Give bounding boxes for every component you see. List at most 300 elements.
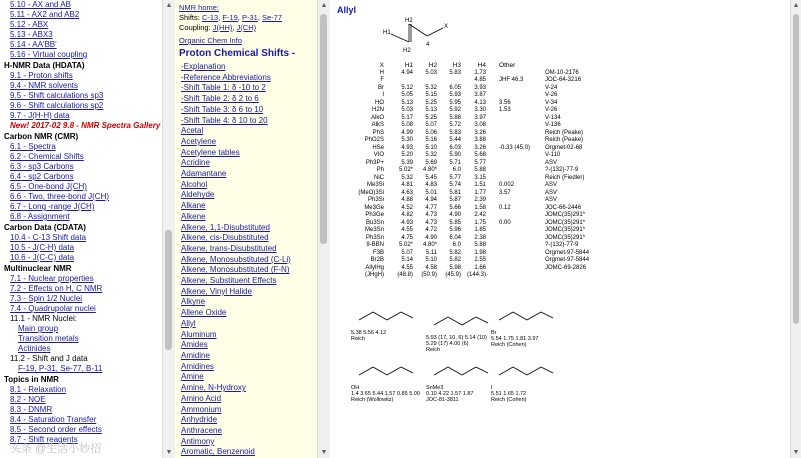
table-cell: 5.05 [401,92,413,98]
allyl-shift-table [351,62,618,280]
left-nav-frame [0,0,162,458]
nav-link[interactable]: New! 2017-02 9.8 - NMR Spectra Gallery [10,121,161,130]
nav-item [4,304,162,314]
table-cell: ASV [545,197,558,203]
topic-link[interactable]: Alkene, cis-Disubstituted [181,233,269,243]
nav-item [4,40,162,50]
table-cell: AlkS [371,122,384,128]
nav-item [4,324,162,334]
structure-reference: Reich [426,347,441,353]
nav-item [4,314,162,324]
bond-line [499,312,513,320]
table-row [351,145,618,153]
table-cell: 5.10 [425,144,437,151]
table-cell: 5.82 [449,249,461,256]
nav-link[interactable]: 7.3 - Spin 1/2 Nuclei [10,294,83,303]
nav-link[interactable]: Transition metals [18,334,79,343]
topic-item [181,426,317,437]
topic-item [181,340,317,351]
nav-link[interactable]: 10.5 - J(C-H) data [10,243,75,252]
nav-item [4,142,162,152]
table-cell: 5.32 [425,84,437,91]
table-cell: 5.95 [449,99,461,106]
bond-line [373,312,387,320]
table-cell: 3.88 [474,137,487,143]
topic-link[interactable]: -Explanation [181,62,226,71]
topic-link[interactable]: Alkene, Monosubstituted (C-Li) [181,254,291,264]
nav-link[interactable]: 5.10 - AX and AB [10,0,71,9]
table-cell: Ph3Sn [365,234,384,241]
bond-line [527,367,541,375]
table-cell: 4.55 [401,264,413,271]
table-cell: 1.66 [474,264,487,271]
page-title: Allyl [337,5,357,15]
nmr-home-block: NMR home: Shifts: C-13, F-19, P-31, Se-77 Coupling: J(HH), J(CH) Organic Chem Info [179,3,282,45]
table-cell: 4.81 [401,182,413,188]
table-cell: JOMC(35)291* [545,212,586,218]
table-header-row [351,62,618,70]
table-cell [489,197,542,205]
topic-link[interactable]: Amino Acid [181,393,222,403]
table-row [351,130,618,138]
topic-link[interactable]: -Shift Table 4: δ 10 to 20 [181,115,268,125]
nav-link[interactable]: 6.2 - Chemical Shifts [10,152,84,161]
nav-link[interactable]: 8.7 - Shift reagents [10,435,78,444]
table-row [351,115,618,123]
structure-reference: Reich [351,336,366,342]
table-cell: 6.0 [452,167,461,173]
table-cell: 5.20 [401,152,413,158]
nav-link[interactable]: 9.1 - Proton shifts [10,71,73,80]
table-cell: Orgmet-02-68 [545,144,583,151]
table-row [351,272,618,280]
table-cell: 5.30 [401,137,413,143]
table-cell: 5.77 [449,174,461,181]
table-row [351,235,618,243]
shift-value: 5.38 [351,330,362,336]
topic-link[interactable]: -Shift Table 1: δ -10 to 2 [181,83,266,93]
table-header-cell: X [379,62,384,69]
table-cell [489,250,542,258]
topic-link[interactable]: Anthracene [181,425,222,435]
table-cell: VIO [373,152,384,158]
allyl-structure-image [371,14,461,60]
nav-link[interactable]: 7.2 - Effects on H, C NMR [10,284,103,293]
topic-link[interactable]: Alcohol [181,179,208,189]
table-cell [489,175,542,183]
table-cell: PhO2S [364,137,384,143]
nav-link[interactable]: 9.4 - NMR solvents [10,81,79,90]
table-cell: 3.87 [474,92,487,98]
table-cell: JHF 46.3 [499,77,524,83]
table-cell: 5.81 [449,189,461,196]
topic-item [181,255,317,266]
table-cell: 5.32 [401,174,413,181]
bond-line [462,317,476,325]
table-row [351,242,618,250]
shift-value: 1.75 [503,336,514,342]
nav-link[interactable]: 10.4 - C-13 Shift data [10,233,87,242]
nav-item [4,243,162,253]
bond-line [527,312,541,320]
topic-link[interactable]: Alkane [181,201,206,211]
topic-item [181,62,317,73]
nav-item [4,101,162,111]
shift-value: 1.87 [462,391,474,397]
table-cell: 9-BBN [366,242,384,248]
table-header-cell: H3 [452,62,461,69]
example-structure [351,355,421,403]
nav-link[interactable]: 10.6 - J(C-C) data [10,253,75,262]
topic-link[interactable]: Allene Oxide [181,308,227,318]
nav-link[interactable]: 6.3 - sp3 Carbons [10,162,74,171]
nav-item [4,385,162,395]
table-cell: H [379,69,384,76]
table-cell: (50.9) [421,272,437,278]
topic-item [181,394,317,405]
nav-section-header: Topics in NMR [4,375,59,384]
topic-link[interactable]: Alkene, Monosubstituted (F-N) [181,265,290,275]
table-cell: 3.26 [474,129,487,136]
x-substituent-label: X [444,24,449,30]
topic-item [181,73,317,84]
table-cell: NiC [374,174,384,181]
shift-value: 4.00 (6) [449,341,469,347]
nav-item [4,111,162,121]
nav-item [4,334,162,344]
table-cell: 5.83 [449,69,461,76]
bond-line [434,317,448,325]
scroll-up-arrow-icon[interactable]: ▲ [165,2,173,9]
scroll-down-arrow-icon[interactable]: ▼ [320,449,328,456]
nav-link[interactable]: 5.16 - Virtual coupling [10,50,88,59]
shift-link-se77[interactable]: Se-77 [261,13,282,22]
table-cell: 1.98 [474,249,487,256]
topic-link[interactable]: -Shift Table 2: δ 2 to 6 [181,94,259,104]
nav-link[interactable]: 5.14 - AA'BB' [10,40,57,49]
nav-text: 11.1 - NMR Nuclei: [10,314,77,323]
nav-link[interactable]: 6.4 - sp2 Carbons [10,172,74,181]
nav-item [4,91,162,101]
nav-section-header: Carbon Data (CDATA) [4,223,86,232]
table-cell: 4.99 [401,129,413,136]
shift-value: 5.51 [491,391,502,397]
topic-link[interactable]: Aldehyde [181,190,215,200]
coupling-link-jch[interactable]: J(CH) [236,23,257,32]
table-row [351,220,618,228]
nav-item [4,233,162,243]
topic-link[interactable]: Alkyne [181,297,206,307]
scroll-down-arrow-icon[interactable]: ▼ [165,449,173,456]
table-cell: 3.57 [499,189,511,196]
topic-link[interactable]: -Reference Abbreviations [181,72,271,82]
table-cell: ?-(132)-77-9 [545,167,579,173]
nav-link[interactable]: 8.3 - DNMR [10,405,53,414]
table-cell: 5.83 [449,129,461,136]
table-cell: 2.55 [474,257,487,263]
example-structure [426,355,496,403]
table-cell: Ph3Si [367,197,384,203]
content-scrollbar[interactable] [790,0,801,458]
table-cell: 5.92 [449,107,461,113]
shift-value: 1.72 [515,391,527,397]
topic-link[interactable]: Amidine [181,350,210,360]
nav-link[interactable]: 9.6 - Shift calculations sp2 [10,101,104,110]
table-cell: V-134 [545,114,561,121]
table-cell: JOC-64-3216 [545,77,582,83]
organic-chem-info-link[interactable]: Organic Chem Info [179,36,242,45]
topic-item [181,169,317,180]
topic-item [181,330,317,341]
structure-shift-values [426,335,496,347]
content-frame [331,0,790,458]
topic-link[interactable]: Alkene, Vinyl Halide [181,286,253,296]
table-cell: 3.30 [474,107,487,113]
table-cell: F3B [372,249,384,256]
nav-link[interactable]: 7.4 - Quadrupolar nuclei [10,304,96,313]
table-cell: 5.90 [449,152,461,158]
nav-link[interactable]: 5.11 - AX2 and AB2 [10,10,80,19]
table-cell: ASV [545,182,558,188]
table-cell: 1.58 [474,204,487,211]
table-cell [489,265,542,273]
table-cell: 3.26 [474,144,487,151]
nav-item [4,121,162,131]
table-row [351,122,618,130]
table-cell: (144.3) [467,272,487,278]
table-cell: 5.87 [449,197,461,203]
topic-link[interactable]: Antimony [181,436,215,446]
nav-link[interactable]: 5.12 - ABX [10,20,49,29]
content-scroll-thumb[interactable] [793,14,799,324]
topic-link[interactable]: Alkene, Substituent Effects [181,276,277,286]
table-cell [489,272,542,280]
scroll-up-arrow-icon[interactable]: ▲ [320,2,328,9]
topic-link[interactable]: Acridine [181,158,210,168]
structure-drawing [491,300,561,328]
table-row [351,160,618,168]
table-cell: JOMC(35)291* [545,227,586,233]
table-row [351,212,618,220]
table-cell: V-110 [545,152,561,158]
table-row [351,107,618,115]
table-cell: Me3Sn [364,227,384,233]
table-cell [416,77,440,85]
topic-link[interactable]: -Shift Table 3: δ 6 to 10 [181,104,264,114]
topic-link[interactable]: Aluminum [181,329,217,339]
nav-link[interactable]: 7.1 - Nuclear properties [10,274,94,283]
shift-value: 5.56 [363,330,374,336]
table-row [351,77,618,85]
left-scrollbar[interactable] [162,0,175,458]
mid-scrollbar[interactable] [317,0,330,458]
table-cell: 1.53 [499,107,511,113]
topic-link[interactable]: Amine, N-Hydroxy [181,383,246,393]
topic-link[interactable]: Adamantane [181,169,227,179]
shift-link-f19[interactable]: F-19 [222,13,238,22]
topic-item [181,190,317,201]
left-nav-list [0,0,162,445]
nav-link[interactable]: 6.7 - Long -range J(CH) [10,202,95,211]
shift-value: 0.85 [396,391,408,397]
nav-link[interactable]: 5.13 - ABX3 [10,30,53,39]
nav-item [4,81,162,91]
table-cell: V-34 [545,99,558,106]
nav-link[interactable]: Main group [18,324,59,333]
table-cell: AlkO [370,114,384,121]
table-cell: Reich (Fiedler) [545,174,585,181]
left-scroll-thumb[interactable] [165,230,172,350]
nav-item [4,20,162,30]
nav-link[interactable]: F-19, P-31, Se-77, B-11 [18,364,103,373]
nav-item [4,212,162,222]
shift-value: 1.65 [503,391,514,397]
scroll-up-arrow-icon[interactable]: ▲ [792,2,800,9]
topic-item [181,383,317,394]
table-cell [489,227,542,235]
nav-link[interactable]: 9.5 - Shift calculations sp3 [10,91,104,100]
nav-item [4,274,162,284]
topic-item [181,297,317,308]
h2-atom-label: H2 [403,48,411,54]
table-row [351,205,618,213]
nav-link[interactable]: 8.1 - Relaxation [10,385,67,394]
nav-link[interactable]: 8.5 - Second order effects [10,425,102,434]
table-cell: 4.58 [425,264,437,271]
structure-substituent: OH [351,385,360,391]
shift-value: 3.65 [360,391,371,397]
table-cell: 1.73 [474,69,487,76]
shift-value: 4.12 [375,330,387,336]
table-cell: Bu3Sn [365,219,384,226]
coupling-label: Coupling: [179,23,211,32]
mid-scroll-thumb[interactable] [320,14,327,244]
table-header-cell [542,62,618,70]
table-cell: 4.73 [425,212,437,218]
topic-item [181,372,317,383]
table-cell: 5.39 [401,159,413,166]
topic-link[interactable]: Alkene [181,211,206,221]
table-row [351,197,618,205]
topic-link[interactable]: Amides [181,340,208,350]
table-cell: 4.90 [425,234,437,241]
nav-link[interactable]: 6.5 - One-bond J(CH) [10,182,87,191]
table-cell [489,235,542,243]
table-row [351,137,618,145]
table-cell: 2.39 [474,197,487,203]
table-row [351,85,618,93]
table-cell: 0.00 [499,219,511,226]
coupling-link-jhh[interactable]: J(HH) [212,23,233,32]
bond-line [476,367,488,373]
shift-link-c13[interactable]: C-13 [201,13,219,22]
table-cell: 5.02* [398,167,413,173]
nav-link[interactable]: 6.6 - Two, three-bond J(CH) [10,192,110,201]
topic-item [181,308,317,319]
nav-item [4,182,162,192]
table-row [351,175,618,183]
topic-item [181,437,317,448]
topic-item [181,351,317,362]
table-cell: Me3Si [366,182,384,188]
topic-link[interactable]: Alkene, 1,1-Disubstituted [181,222,270,232]
table-cell [489,167,542,175]
table-cell [489,85,542,93]
table-cell: 1.85 [474,227,487,233]
table-header-cell: H1 [404,62,413,69]
topic-link[interactable]: Amine [181,372,204,382]
topic-link[interactable]: Allyl [181,318,196,328]
table-cell: I [382,92,384,98]
topic-item [181,212,317,223]
structure-drawing [351,300,421,328]
table-cell: JOMC-69-2826 [545,264,587,271]
table-cell: HSe [372,144,384,151]
nav-link[interactable]: Actinides [18,344,51,353]
nav-link[interactable]: 9.7 - J(H-H) data [10,111,70,120]
table-cell [440,77,464,85]
table-cell [489,242,542,250]
table-cell: V-26 [545,92,558,98]
bond-line [476,317,488,323]
topic-link[interactable]: Anhydride [181,415,218,425]
table-cell: 4.52 [401,204,413,211]
topic-link[interactable]: Acetal [181,126,204,136]
structure-reference: Reich (Cohen) [491,342,527,348]
bond-line [434,367,448,375]
nav-item [4,50,162,60]
nav-link[interactable]: 6.1 - Spectra [10,142,56,151]
scroll-down-arrow-icon[interactable]: ▼ [792,449,800,456]
table-cell: V-136 [545,122,561,128]
bond-line [373,367,387,375]
shift-link-p31[interactable]: P-31 [241,13,258,22]
table-cell: Ph3P+ [365,159,384,166]
topic-link[interactable]: Alkene, trans-Disubstituted [181,243,277,253]
topic-link[interactable]: Amidines [181,361,214,371]
table-cell: 4.90 [449,212,461,218]
table-cell: 5.66 [449,204,461,211]
nav-section-header: Carbon NMR (CMR) [4,132,79,141]
table-cell: Br2B [370,257,384,263]
nmr-home-link[interactable]: NMR home: [179,3,220,12]
bond-line [513,367,527,375]
topic-link[interactable]: Ammonium [181,404,222,414]
topic-link[interactable]: Acetylene [181,136,217,146]
topic-item [181,94,317,105]
nav-item [4,344,162,354]
table-row [351,257,618,265]
shift-value: 5.54 [491,336,502,342]
nav-link[interactable]: 8.2 - NOE [10,395,46,404]
table-cell: (48.8) [397,272,413,278]
nav-link[interactable]: 6.8 - Assignment [10,212,70,221]
table-cell: 4.75 [401,234,413,241]
table-cell: 4.82 [401,212,413,218]
topic-link[interactable]: Acetylene tables [181,147,240,157]
nav-link[interactable]: 8.4 - Saturation Transfer [10,415,97,424]
topic-item [181,105,317,116]
topic-item [181,201,317,212]
table-cell: ASV [545,189,558,196]
table-cell: 5.77 [474,159,487,166]
table-cell: OM-10-2176 [545,69,579,76]
structure-reference: Reich (Wollowitz) [351,397,394,403]
table-cell: 5.71 [449,159,461,166]
topic-link[interactable]: Aromatic, Benzenoid [181,447,255,457]
table-cell: ?-(132)-77-9 [545,242,579,248]
shift-value: 5.29 (17) [426,341,449,347]
